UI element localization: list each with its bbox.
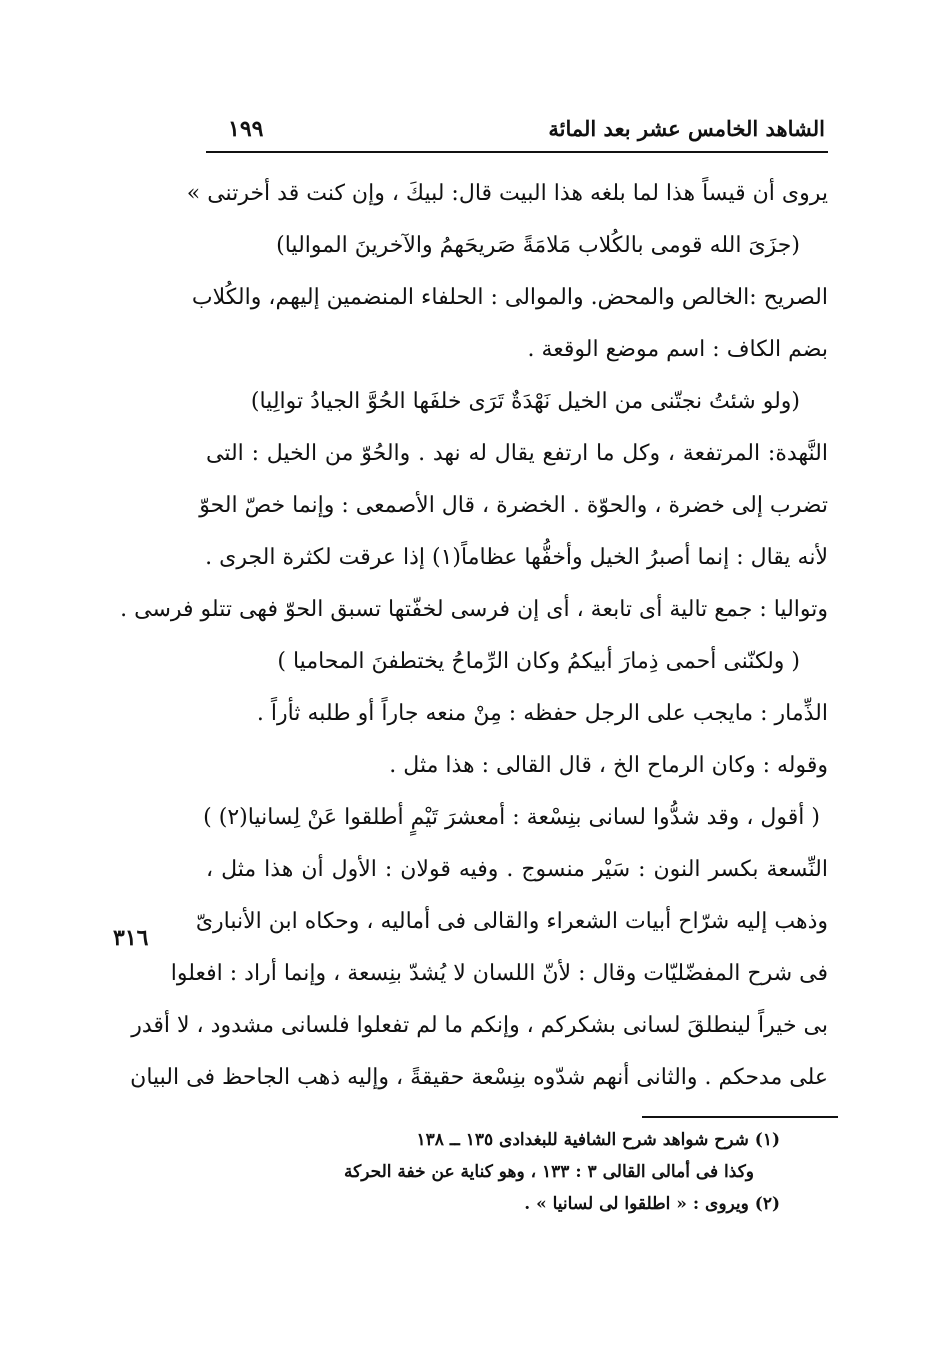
footnotes [220,1124,780,1220]
text-line: تضرب إلى خضرة ، والحوّة . الخضرة ، قال الأصمعى : وإنما خصّ الحوّ [199,493,828,518]
text-line: فى شرح المفضّليّات وقال : لأنّ اللسان لا يُشدّ بنِسعة ، وإنما أراد : افعلوا [170,961,828,986]
text-line: لأنه يقال : إنما أصبرُ الخيل وأخفُّها عظاماً(١) إذا عرقت لكثرة الجرى . [205,545,828,570]
verse-line: ( أقول ، وقد شدُّوا لسانى بنِسْعة : أمعشرَ تَيْمٍ أطلقوا عَنْ لِسانيا(٢) ) [203,805,820,830]
verse-line: (جزَىَ الله قومى بالكُلاب مَلامَةً صَريحَهمُ والآخرينَ المواليا) [276,233,800,258]
header-rule [206,151,828,153]
text-line: النَّهدة: المرتفعة ، وكل ما ارتفع يقال له نهد . والحُوّ من الخيل : التى [206,441,828,466]
text-line: على مدحكم . والثانى أنهم شدّوه بنِسْعة حقيقةً ، وإليه ذهب الجاحظ فى البيان [130,1065,828,1090]
text-line: الصريح :الخالص والمحض. والموالى : الحلفاء المنضمين إليهم، والكُلاب [191,285,828,310]
footnote-line: وكذا فى أمالى القالى ٣ : ١٣٣ ، وهو كناية عن خفة الحركة [344,1162,754,1182]
text-line: بضم الكاف : اسم موضع الوقعة . [527,337,828,362]
text-line: وذهب إليه شرّاح أبيات الشعراء والقالى فى أماليه ، وحكاه ابن الأنبارىّ [195,909,828,934]
page-number: ١٩٩ [228,116,264,142]
footnote-line: (٢) ويروى : « اطلقوا لى لسانيا » . [524,1194,780,1214]
verse-line: (ولو شئتُ نجتّنى من الخيل نَهْدَةٌ تَرَى خلفَها الحُوَّ الجيادُ توالِيا) [250,389,800,414]
text-line: بى خيراً لينطلقَ لسانى بشكركم ، وإنكم ما لم تفعلوا فلسانى مشدود ، لا أقدر [131,1013,828,1038]
text-line: وقوله : وكان الرماح الخ ، قال القالى : هذا مثل . [389,753,828,778]
running-header-title: الشاهد الخامس عشر بعد المائة [548,116,825,141]
text-line: الذِّمار : مايجب على الرجل حفظه : مِنْ منعه جاراً أو طلبه ثأراً . [256,701,828,726]
verse-line: ( ولكنّنى أحمى ذِمارَ أبيكمُ وكان الرِّماحُ يختطفنَ المحاميا ) [277,649,800,674]
text-line: يروى أن قيساً هذا لما بلغه هذا البيت قال: لبيكَ ، وإن كنت قد أخرتنى » [186,181,828,206]
margin-number: ٣١٦ [113,925,149,951]
footnote-rule [642,1116,838,1118]
text-line: النِّسعة بكسر النون : سَيْر منسوج . وفيه قولان : الأول أن هذا مثل ، [206,857,828,882]
footnote-line: (١) شرح شواهد شرح الشافية للبغدادى ١٣٥ ــ ١٣٨ [416,1130,780,1150]
text-line: وتواليا : جمع تالية أى تابعة ، أى إن فرسى لخفّتها تسبق الحوّ فهى تتلو فرسى . [120,597,828,622]
